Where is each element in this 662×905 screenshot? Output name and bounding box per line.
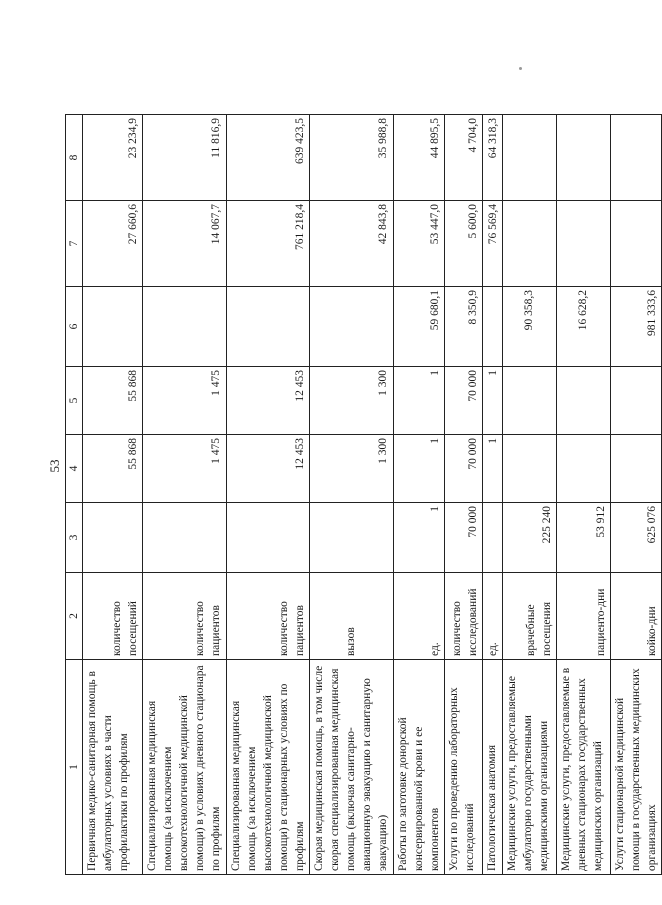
- value-cell: [482, 287, 502, 367]
- value-cell: [610, 367, 661, 435]
- table-row: [310, 115, 393, 875]
- value-cell: 44 895,5: [393, 115, 444, 201]
- table-row: [502, 115, 556, 875]
- unit-cell: ед.: [482, 573, 502, 660]
- value-cell: [83, 287, 143, 367]
- header-cell: 3: [66, 503, 83, 573]
- value-cell: [310, 503, 393, 573]
- unit-cell: количество посещений: [83, 573, 143, 660]
- service-name: Медицинские услуги, предоставляемые амбулаторно государственными медицинскими организациями: [502, 660, 556, 875]
- value-cell: [610, 201, 661, 287]
- table-row: [393, 115, 444, 875]
- value-cell: 1: [393, 435, 444, 503]
- value-cell: 55 868: [83, 367, 143, 435]
- header-cell: 5: [66, 367, 83, 435]
- value-cell: [83, 503, 143, 573]
- table-row: [143, 115, 226, 875]
- value-cell: 70 000: [444, 435, 482, 503]
- value-cell: 1: [393, 503, 444, 573]
- service-name: Специализированная медицинская помощь (за исключением высокотехнологичной медицинской помощи) в стационарных условиях по профилям: [226, 660, 309, 875]
- value-cell: 761 218,4: [226, 201, 309, 287]
- value-cell: 1 475: [143, 367, 226, 435]
- unit-cell: вызов: [310, 573, 393, 660]
- header-cell: 1: [66, 660, 83, 875]
- table-row: [556, 115, 610, 875]
- value-cell: [610, 115, 661, 201]
- service-name: Работы по заготовке донорской консервированной крови и ее компонентов: [393, 660, 444, 875]
- value-cell: 12 453: [226, 435, 309, 503]
- service-name: Специализированная медицинская помощь (за исключением высокотехнологичной медицинской помощи) в условиях дневного стационара по профилям: [143, 660, 226, 875]
- service-name: Услуги стационарной медицинской помощи в государственных медицинских организациях: [610, 660, 661, 875]
- value-cell: 1 300: [310, 367, 393, 435]
- service-name: Медицинские услуги, предоставляемые в дневных стационарах государственных медицинских организаций: [556, 660, 610, 875]
- value-cell: [502, 201, 556, 287]
- value-cell: 14 067,7: [143, 201, 226, 287]
- value-cell: 11 816,9: [143, 115, 226, 201]
- header-cell: 4: [66, 435, 83, 503]
- value-cell: [556, 435, 610, 503]
- value-cell: 5 600,0: [444, 201, 482, 287]
- value-cell: 639 423,5: [226, 115, 309, 201]
- unit-cell: количество пациентов: [226, 573, 309, 660]
- table-row: [610, 115, 661, 875]
- value-cell: 981 333,6: [610, 287, 661, 367]
- service-name: Услуги по проведению лабораторных исследований: [444, 660, 482, 875]
- header-cell: 2: [66, 573, 83, 660]
- value-cell: 23 234,9: [83, 115, 143, 201]
- unit-cell: количество исследований: [444, 573, 482, 660]
- value-cell: [226, 503, 309, 573]
- value-cell: 16 628,2: [556, 287, 610, 367]
- value-cell: [143, 287, 226, 367]
- header-row: [66, 115, 83, 875]
- value-cell: [310, 287, 393, 367]
- value-cell: 1: [393, 367, 444, 435]
- value-cell: 59 680,1: [393, 287, 444, 367]
- services-table: [65, 114, 662, 875]
- value-cell: 12 453: [226, 367, 309, 435]
- value-cell: 42 843,8: [310, 201, 393, 287]
- value-cell: [502, 435, 556, 503]
- value-cell: [502, 115, 556, 201]
- value-cell: 1 475: [143, 435, 226, 503]
- value-cell: [556, 367, 610, 435]
- table-row: [482, 115, 502, 875]
- service-name: Скорая медицинская помощь, в том числе скорая специализированная медицинская помощь (включая санитарно-авиационную эвакуацию и санитарную эвакуацию): [310, 660, 393, 875]
- table-row: [444, 115, 482, 875]
- value-cell: 625 076: [610, 503, 661, 573]
- value-cell: [610, 435, 661, 503]
- value-cell: 70 000: [444, 367, 482, 435]
- value-cell: 35 988,8: [310, 115, 393, 201]
- value-cell: 64 318,3: [482, 115, 502, 201]
- rotated-table-container: [65, 115, 658, 875]
- scan-speck: [519, 67, 522, 70]
- value-cell: 53 447,0: [393, 201, 444, 287]
- unit-cell: количество пациентов: [143, 573, 226, 660]
- value-cell: [482, 503, 502, 573]
- service-name: Первичная медико-санитарная помощь в амбулаторных условиях в части профилактики по профилям: [83, 660, 143, 875]
- value-cell: 55 868: [83, 435, 143, 503]
- header-cell: 7: [66, 201, 83, 287]
- value-cell: 76 569,4: [482, 201, 502, 287]
- unit-cell: койко-дни: [610, 573, 661, 660]
- header-cell: 8: [66, 115, 83, 201]
- value-cell: 90 358,3: [502, 287, 556, 367]
- header-cell: 6: [66, 287, 83, 367]
- value-cell: 4 704,0: [444, 115, 482, 201]
- value-cell: 1: [482, 435, 502, 503]
- page-number: 53: [47, 459, 62, 473]
- unit-cell: врачебные посещения: [502, 573, 556, 660]
- value-cell: 1 300: [310, 435, 393, 503]
- value-cell: 27 660,6: [83, 201, 143, 287]
- table-row: [226, 115, 309, 875]
- service-name: Патологическая анатомия: [482, 660, 502, 875]
- value-cell: 225 240: [502, 503, 556, 573]
- unit-cell: пациенто-дни: [556, 573, 610, 660]
- value-cell: 70 000: [444, 503, 482, 573]
- value-cell: [226, 287, 309, 367]
- value-cell: [556, 201, 610, 287]
- unit-cell: ед.: [393, 573, 444, 660]
- value-cell: 53 912: [556, 503, 610, 573]
- value-cell: 1: [482, 367, 502, 435]
- value-cell: [143, 503, 226, 573]
- value-cell: 8 350,9: [444, 287, 482, 367]
- value-cell: [502, 367, 556, 435]
- table-row: [83, 115, 143, 875]
- value-cell: [556, 115, 610, 201]
